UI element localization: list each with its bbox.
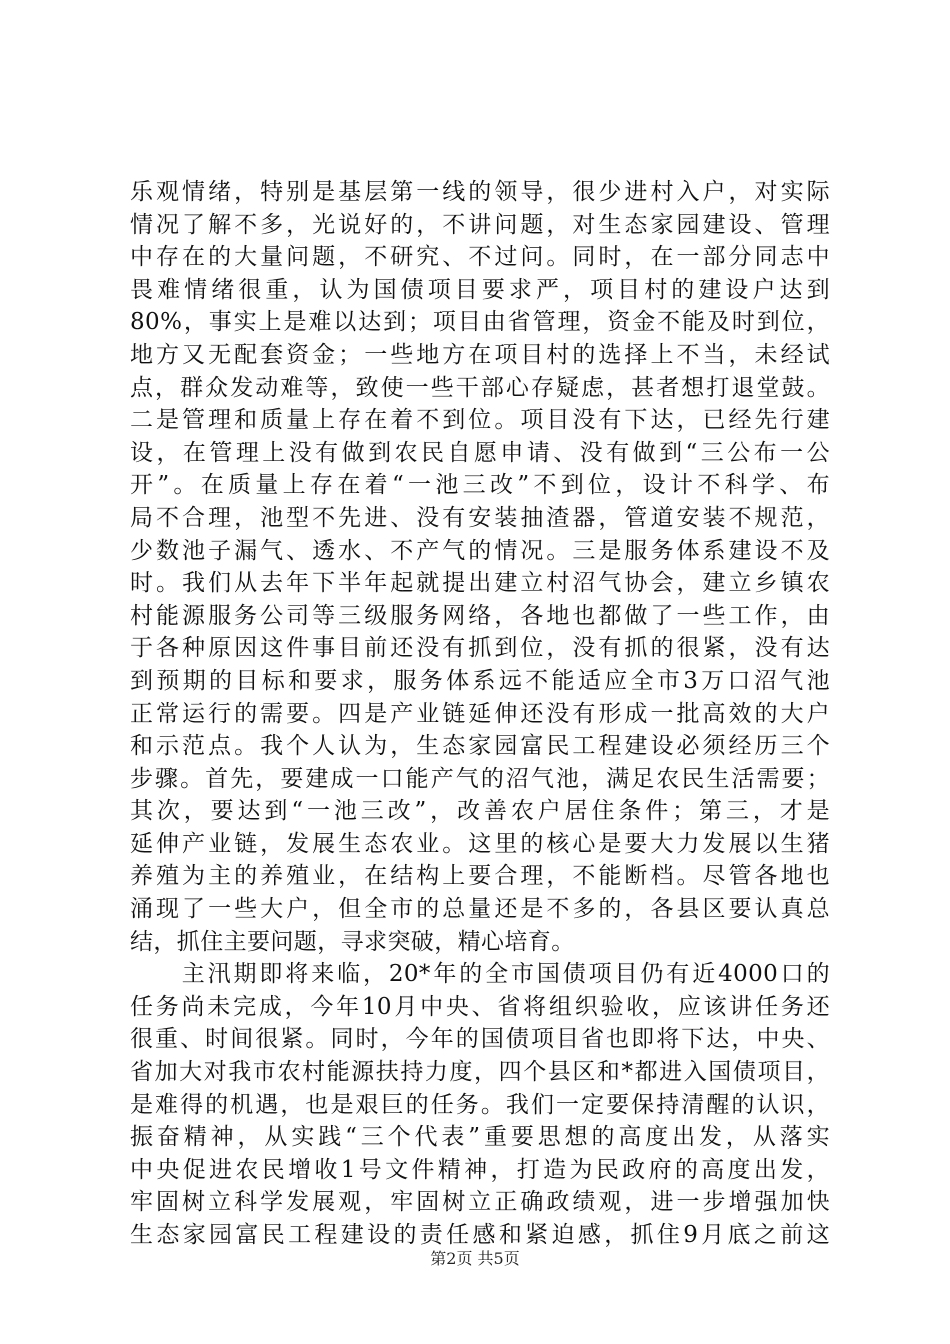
text-line: 振奋精神，从实践“三个代表”重要思想的高度出发，从落实 (130, 1124, 830, 1151)
text-line: 畏难情绪很重，认为国债项目要求严，项目村的建设户达到 (130, 276, 830, 303)
paragraph-start-line: 主汛期即将来临，20*年的全市国债项目仍有近4000口的 (130, 961, 830, 988)
text-line: 开”。在质量上存在着“一池三改”不到位，设计不科学、布 (130, 472, 830, 499)
text-line: 很重、时间很紧。同时，今年的国债项目省也即将下达，中央、 (130, 1026, 830, 1053)
text-line: 到预期的目标和要求，服务体系远不能适应全市3万口沼气池 (130, 667, 830, 694)
text-line: 80%，事实上是难以达到；项目由省管理，资金不能及时到位， (130, 309, 830, 336)
text-line: 省加大对我市农村能源扶持力度，四个县区和*都进入国债项目， (130, 1059, 830, 1086)
text-line: 养殖为主的养殖业，在结构上要合理，不能断档。尽管各地也 (130, 863, 830, 890)
text-line: 其次，要达到“一池三改”，改善农户居住条件；第三，才是 (130, 798, 830, 825)
text-line: 任务尚未完成，今年10月中央、省将组织验收，应该讲任务还 (130, 993, 830, 1020)
text-line: 涌现了一些大户，但全市的总量还是不多的，各县区要认真总 (130, 896, 830, 923)
text-line: 于各种原因这件事目前还没有抓到位，没有抓的很紧，没有达 (130, 635, 830, 662)
text-line: 情况了解不多，光说好的，不讲问题，对生态家园建设、管理 (130, 211, 830, 238)
text-line: 村能源服务公司等三级服务网络，各地也都做了一些工作，由 (130, 602, 830, 629)
text-line: 局不合理，池型不先进、没有安装抽渣器，管道安装不规范， (130, 504, 830, 531)
text-line: 延伸产业链，发展生态农业。这里的核心是要大力发展以生猪 (130, 830, 830, 857)
text-line: 是难得的机遇，也是艰巨的任务。我们一定要保持清醒的认识， (130, 1091, 830, 1118)
page-number: 第2页 共5页 (430, 1249, 520, 1268)
text-line: 乐观情绪，特别是基层第一线的领导，很少进村入户，对实际 (130, 179, 830, 205)
text-line: 牢固树立科学发展观，牢固树立正确政绩观，进一步增强加快 (130, 1189, 830, 1216)
paragraph-end-line: 结，抓住主要问题，寻求突破，精心培育。 (130, 928, 575, 955)
text-line: 二是管理和质量上存在着不到位。项目没有下达，已经先行建 (130, 407, 830, 434)
text-line: 步骤。首先，要建成一口能产气的沼气池，满足农民生活需要； (130, 765, 830, 792)
text-line: 时。我们从去年下半年起就提出建立村沼气协会，建立乡镇农 (130, 570, 830, 597)
text-line: 中存在的大量问题，不研究、不过问。同时，在一部分同志中 (130, 244, 830, 271)
text-line: 中央促进农民增收1号文件精神，打造为民政府的高度出发， (130, 1156, 830, 1183)
text-line: 生态家园富民工程建设的责任感和紧迫感，抓住9月底之前这 (130, 1222, 830, 1248)
text-line: 和示范点。我个人认为，生态家园富民工程建设必须经历三个 (130, 733, 830, 760)
text-line: 正常运行的需要。四是产业链延伸还没有形成一批高效的大户 (130, 700, 830, 727)
text-line: 点，群众发动难等，致使一些干部心存疑虑，甚者想打退堂鼓。 (130, 374, 830, 401)
text-line: 设，在管理上没有做到农民自愿申请、没有做到“三公布一公 (130, 439, 830, 466)
text-line: 地方又无配套资金；一些地方在项目村的选择上不当，未经试 (130, 341, 830, 368)
body-text (130, 176, 830, 1252)
text-line: 少数池子漏气、透水、不产气的情况。三是服务体系建设不及 (130, 537, 830, 564)
